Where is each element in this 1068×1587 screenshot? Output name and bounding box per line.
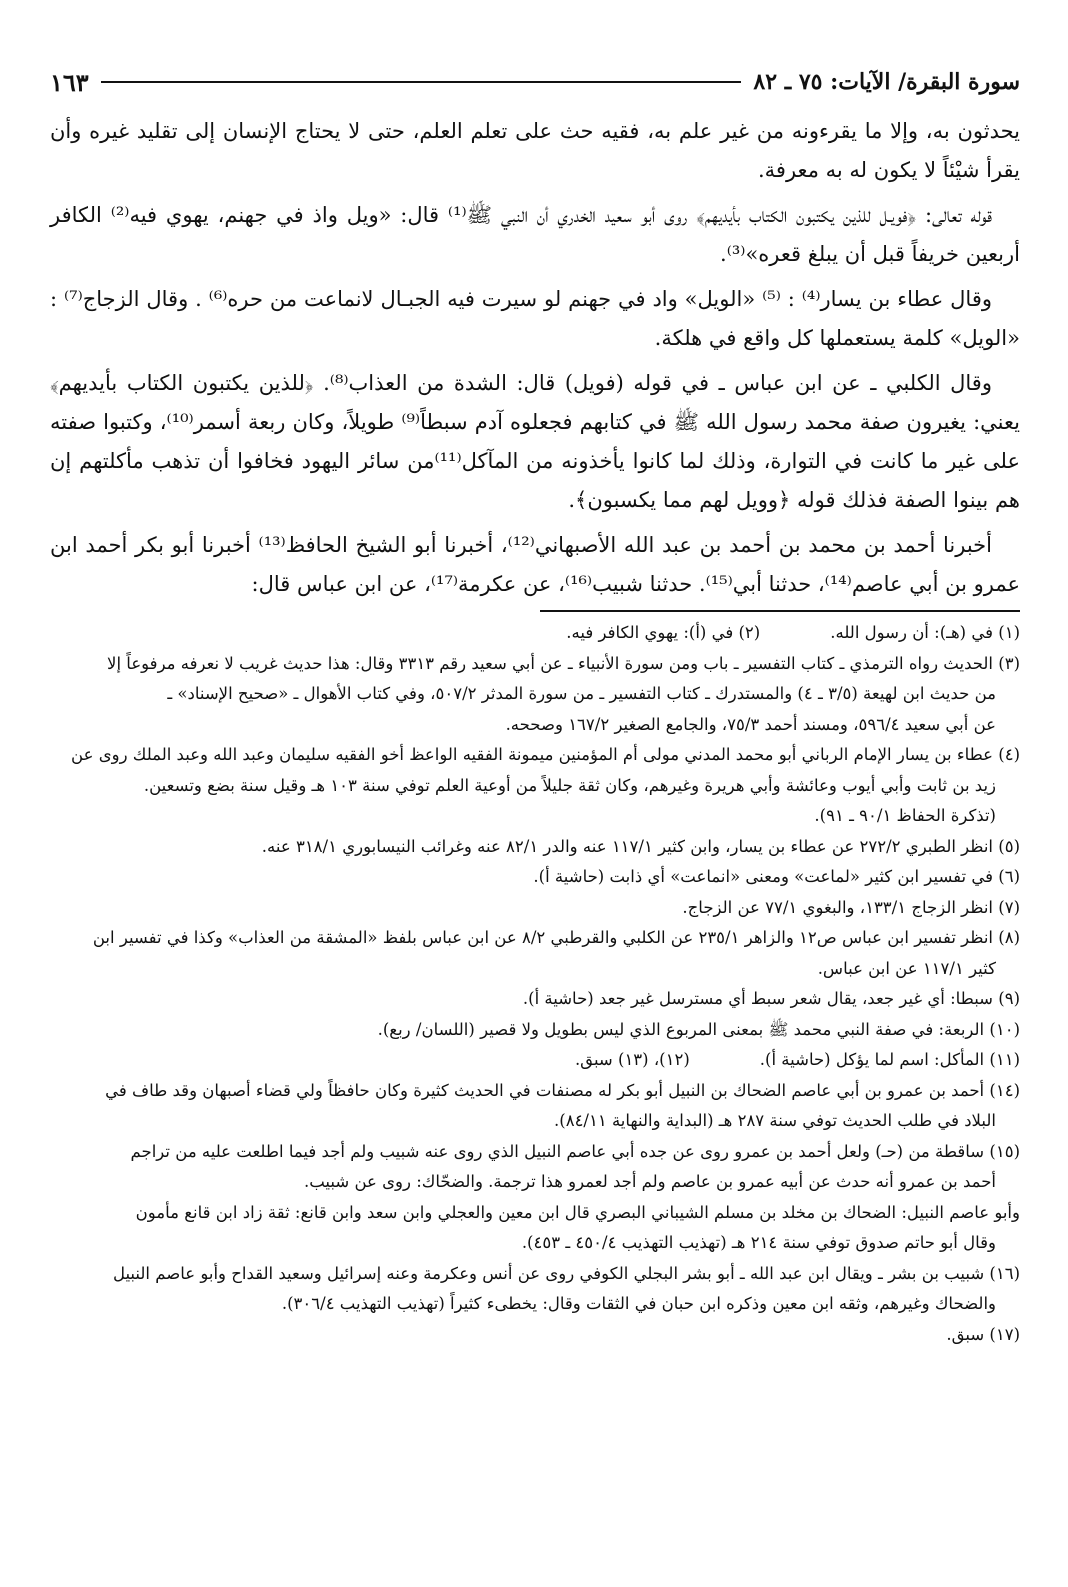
footnote-8-cont: كثير ١١٧/١ عن ابن عباس. [817,958,996,978]
footnote-3: (٣) الحديث رواه الترمذي ـ كتاب التفسير ـ باب ومن سورة الأنبياء ـ عن أبي سعيد رقم ٣٣١٣ وقال: هذا حديث غريب لا نعرفه مرفوعاً إلا [107,653,1020,673]
footnote-17: (١٧) سبق. [946,1324,1020,1344]
footnote-12-13: (١٢)، (١٣) سبق. [574,1050,690,1069]
footnote-3-cont2: عن أبي سعيد ٥٩٦/٤، ومسند أحمد ٧٥/٣، والجامع الصغير ١٦٧/٢ وصححه. [505,714,996,734]
footnote-1: (١) في (هـ): أن رسول الله. [830,623,1020,642]
footnote-6: (٦) في تفسير ابن كثير «لماعت» ومعنى «انماعت» أي ذابت (حاشية أ). [533,867,1020,886]
footnote-10: (١٠) الربعة: في صفة النبي محمد ﷺ بمعنى المربوع الذي ليس بطويل ولا قصير (اللسان/ ربع). [377,1019,1020,1039]
footnote-4-cont2: (تذكرة الحفاظ ٩٠/١ ـ ٩١). [814,806,996,825]
footnotes [50,618,1020,1350]
paragraph-1: يحدثون به، وإلا ما يقرءونه من غير علم به، فقيه حث على تعلم العلم، حتى لا يحتاج الإنسان إلى تقليد غيره وأن يقرأ شيْئاً لا يكون له به معرفة. [50,119,1020,182]
footnote-4-cont: زيد بن ثابت وأبي أيوب وعائشة وأبي هريرة وغيرهم، وكان ثقة جليلاً من أوعية العلم توفي سنة ١٠٣ هـ وقيل سنة بضع وتسعين. [143,775,996,795]
footnote-9: (٩) سبطا: أي غير جعد، يقال شعر سبط أي مسترسل غير جعد (حاشية أ). [522,989,1020,1008]
footnote-14: (١٤) أحمد بن عمرو بن أبي عاصم الضحاك بن النبيل أبو بكر له مصنفات في الحديث كثيرة وكان حافظاً ولي قضاء أصبهان وقد طاف في [105,1080,1020,1100]
paragraph-5: أخبرنا أحمد بن محمد بن أحمد بن عبد الله الأصبهاني⁽¹²⁾، أخبرنا أبو الشيخ الحافظ⁽¹³⁾ أخبرنا أبو بكر أحمد ابن عمرو بن أبي عاصم⁽¹⁴⁾، حدثنا أبي⁽¹⁵⁾. حدثنا شبيب⁽¹⁶⁾، عن عكرمة⁽¹⁷⁾، عن ابن عباس قال: [50,533,1020,596]
paragraph-3: وقال عطاء بن يسار⁽⁴⁾ : ⁽⁵⁾ «الويل» واد في جهنم لو سيرت فيه الجبـال لانماعت من حره⁽⁶⁾ . وقال الزجاج⁽⁷⁾ : «الويل» كلمة يستعملها كل واقع في هلكة. [50,287,1020,350]
footnote-14-cont: البلاد في طلب الحديث توفي سنة ٢٨٧ هـ (البداية والنهاية ٨٤/١١). [554,1111,996,1130]
main-text [50,112,1020,604]
footnote-7: (٧) انظر الزجاج ١٣٣/١، والبغوي ٧٧/١ عن الزجاج. [682,897,1020,917]
footnote-15-cont: أحمد بن عمرو أنه حدث عن أبيه عمرو بن عاصم ولم أجد لعمرو هذا ترجمة. والضحّاك: روى عن شبيب. [303,1172,996,1191]
paragraph-2: قوله تعالى: ﴿فويـل للذين يكتبون الكتاب بأيديهم﴾ روى أبو سعيد الخدري أن النبي ﷺ⁽¹⁾ قال: «ويل واذ في جهنم، يهوي فيه⁽²⁾ الكافر أربعين خريفاً قبل أن يبلغ قعره»⁽³⁾. [50,203,1020,266]
page-header [50,60,1020,104]
footnote-row-11-13 [50,1045,1020,1076]
header-rule [101,81,742,83]
footnote-separator [540,610,1020,612]
page [50,60,1020,1350]
running-title: سورة البقرة/ الآيات: ٧٥ ـ ٨٢ [753,69,1020,95]
footnote-11: (١١) المأكل: اسم لما يؤكل (حاشية أ). [759,1050,1020,1069]
footnote-5: (٥) انظر الطبري ٢٧٢/٢ عن عطاء بن يسار، وابن كثير ١١٧/١ عنه والدر ٨٢/١ عنه وغرائب النيسابوري ٣١٨/١ عنه. [261,836,1020,856]
footnote-2: (٢) في (أ): يهوي الكافر فيه. [566,623,761,642]
footnote-15-cont2: وأبو عاصم النبيل: الضحاك بن مخلد بن مسلم الشيباني البصري قال ابن معين والعجلي وابن سعد وابن قانع: ثقة زاد ابن قانع مأمون [135,1202,1020,1222]
footnote-row-1-2 [50,618,1020,649]
footnote-16-cont: والضحاك وغيرهم، وثقه ابن معين وذكره ابن حبان في الثقات وقال: يخطىء كثيراً (تهذيب التهذيب ٣٠٦/٤). [281,1294,996,1313]
footnote-15-cont3: وقال أبو حاتم صدوق توفي سنة ٢١٤ هـ (تهذيب التهذيب ٤٥٠/٤ ـ ٤٥٣). [521,1233,996,1252]
footnote-3-cont: من حديث ابن لهيعة (٣/٥ ـ ٤) والمستدرك ـ كتاب التفسير ـ من سورة المدثر ٥٠٧/٢، وفي كتاب الأهوال ـ «صحيح الإسناد» ـ [167,684,996,703]
footnote-15: (١٥) ساقطة من (حـ) ولعل أحمد بن عمرو روى عن جده أبي عاصم النبيل الذي روى عنه شبيب ولم أجد فيما اطلعت عليه من تراجم [130,1141,1020,1161]
footnote-4: (٤) عطاء بن يسار الإمام الرباني أبو محمد المدني مولى أم المؤمنين ميمونة الفقيه الواعظ أخو الفقيه سليمان وعبد الله وعبد الملك روى عن [71,745,1020,764]
page-number: ١٦٣ [50,67,89,97]
footnote-16: (١٦) شبيب بن بشر ـ ويقال ابن عبد الله ـ أبو بشر البجلي الكوفي روى عن أنس وعكرمة وعنه إسرائيل وسعيد القداح وأبو عاصم النبيل [112,1263,1020,1283]
footnote-8: (٨) انظر تفسير ابن عباس ص١٢ والزاهر ٢٣٥/١ عن الكلبي والقرطبي ٨/٢ عن ابن عباس بلفظ «المشقة من العذاب» وكذا في تفسير ابن [92,928,1020,947]
paragraph-4: وقال الكلبي ـ عن ابن عباس ـ في قوله (فويل) قال: الشدة من العذاب⁽⁸⁾. ﴿للذين يكتبون الكتاب بأيديهم﴾ يعني: يغيرون صفة محمد رسول الله ﷺ في كتابهم فجعلوه آدم سبطاً⁽⁹⁾ طويلاً، وكان ربعة أسمر⁽¹⁰⁾، وكتبوا صفته على غير ما كانت في التوارة، وذلك لما كانوا يأخذونه من المآكل⁽¹¹⁾من سائر اليهود فخافوا أن تذهب مأكلتهم إن هم بينوا الصفة فذلك قوله ﴿وويل لهم مما يكسبون﴾. [50,371,1021,512]
